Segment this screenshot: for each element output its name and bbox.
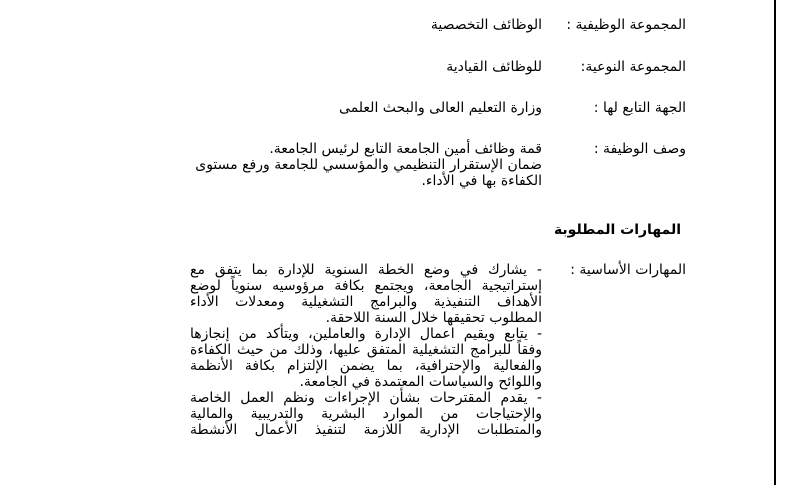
field-value: للوظائف القيادية (446, 59, 542, 75)
field-label: وصف الوظيفة : (593, 141, 686, 157)
field-value: الوظائف التخصصية (430, 17, 542, 33)
field-value: وزارة التعليم العالى والبحث العلمى (339, 100, 542, 116)
section-heading-required-skills: المهارات المطلوبة (553, 222, 681, 238)
field-label: المجموعة النوعية: (580, 59, 686, 75)
field-label: الجهة التابع لها : (593, 100, 686, 116)
field-label: المجموعة الوظيفية : (566, 17, 686, 33)
field-label: المهارات الأساسية : (570, 262, 686, 278)
skills-text: - يشارك في وضع الخطة السنوية للإدارة بما يتفق مع إستراتيجية الجامعة، ويجتمع بكافة مرؤوسيه سنوياً لوضع الأهداف التنفيذية والبرامج التشغيلية ومعدلات الأداء المطلوب تحقيقها خلال السنة اللاحقة. - يتابع ويقيم اعمال الإدارة والعاملين، ويتأكد من إنجازها وفقاً للبرامج التشغيلية المتفق عليها، وذلك من حيث الكفاءة والفعالية والإحترافية، بما يضمن الإلتزام بكافة الأنظمة واللوائح والسياسات المعتمدة في الجامعة. - يقدم المقترحات بشأن الإجراءات ونظم العمل الخاصة والإحتياجات من الموارد البشرية والتدريبية والمالية والمتطلبات الإدارية اللازمة لتنفيذ الأعمال الأنشطة (190, 262, 542, 438)
description-text: قمة وظائف أمين الجامعة التابع لرئيس الجامعة. ضمان الإستقرار التنظيمي والمؤسسي للجامعة ورفع مستوى الكفاءة بها في الأداء. (195, 141, 542, 189)
